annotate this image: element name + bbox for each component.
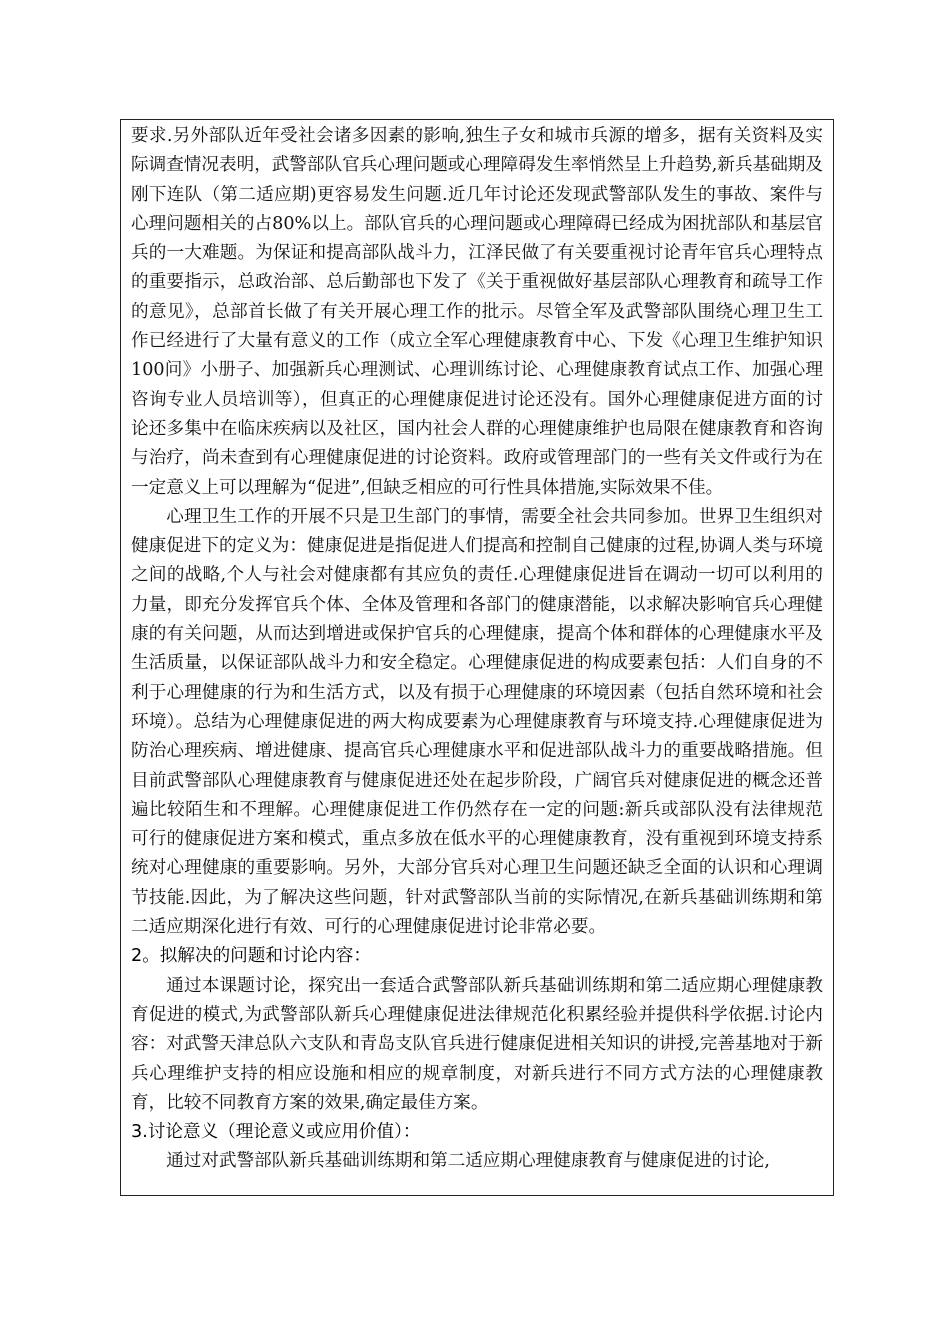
paragraph-significance: 通过对武警部队新兵基础训练期和第二适应期心理健康教育与健康促进的讨论, [166, 1151, 770, 1172]
paragraph-research-content: 通过本课题讨论，探究出一套适合武警部队新兵基础训练期和第二适应期心理健康教育促进的模式,为武警部队新兵心理健康促进法律规范化积累经验并提供科学依据.讨论内容：对武警天津总队六支队和青岛支队官兵进行健康促进相关知识的讲授,完善基地对于新兵心理维护支持的相应设施和相应的规章制度，对新兵进行不同方式方法的心理健康教育，比较不同教育方案的效果,确定最佳方案。 [131, 975, 823, 1113]
section-heading-significance: 3.讨论意义（理论意义或应用价值）： [131, 1122, 421, 1143]
section-heading-problems: 2。拟解决的问题和讨论内容： [131, 946, 371, 967]
paragraph-health-promotion: 心理卫生工作的开展不只是卫生部门的事情，需要全社会共同参加。世界卫生组织对健康促进下的定义为：健康促进是指促进人们提高和控制自己健康的过程,协调人类与环境之间的战略,个人与社会对健康都有其应负的责任.心理健康促进旨在调动一切可以利用的力量，即充分发挥官兵个体、全体及管理和各部门的健康潜能，以求解决影响官兵心理健康的有关问题，从而达到增进或保护官兵的心理健康，提高个体和群体的心理健康水平及生活质量，以保证部队战斗力和安全稳定。心理健康促进的构成要素包括：人们自身的不利于心理健康的行为和生活方式，以及有损于心理健康的环境因素（包括自然环境和社会环境）。总结为心理健康促进的两大构成要素为心理健康教育与环境支持.心理健康促进为防治心理疾病、增进健康、提高官兵心理健康水平和促进部队战斗力的重要战略措施。但目前武警部队心理健康教育与健康促进还处在起步阶段，广阔官兵对健康促进的概念还普遍比较陌生和不理解。心理健康促进工作仍然存在一定的问题:新兵或部队没有法律规范可行的健康促进方案和模式，重点多放在低水平的心理健康教育，没有重视到环境支持系统对心理健康的重要影响。另外，大部分官兵对心理卫生问题还缺乏全面的认识和心理调节技能.因此，为了解决这些问题，针对武警部队当前的实际情况,在新兵基础训练期和第二适应期深化进行有效、可行的心理健康促进讨论非常必要。 [131, 506, 823, 938]
paragraph-background: 要求.另外部队近年受社会诸多因素的影响,独生子女和城市兵源的增多，据有关资料及实际调查情况表明，武警部队官兵心理问题或心理障碍发生率悄然呈上升趋势,新兵基础期及刚下连队（第二适应期)更容易发生问题.近几年讨论还发现武警部队发生的事故、案件与心理问题相关的占80%以上。部队官兵的心理问题或心理障碍已经成为困扰部队和基层官兵的一大难题。为保证和提高部队战斗力，江泽民做了有关要重视讨论青年官兵心理特点的重要指示，总政治部、总后勤部也下发了《关于重视做好基层部队心理教育和疏导工作的意见》，总部首长做了有关开展心理工作的批示。尽管全军及武警部队围绕心理卫生工作已经进行了大量有意义的工作（成立全军心理健康教育中心、下发《心理卫生维护知识100问》小册子、加强新兵心理测试、心理训练讨论、心理健康教育试点工作、加强心理咨询专业人员培训等），但真正的心理健康促进讨论还没有。国外心理健康促进方面的讨论还多集中在临床疾病以及社区，国内社会人群的心理健康维护也局限在健康教育和咨询与治疗，尚未查到有心理健康促进的讨论资料。政府或管理部门的一些有关文件或行为在一定意义上可以理解为“促进”,但缺乏相应的可行性具体措施,实际效果不佳。 [131, 126, 823, 498]
content-frame [120, 119, 834, 1196]
